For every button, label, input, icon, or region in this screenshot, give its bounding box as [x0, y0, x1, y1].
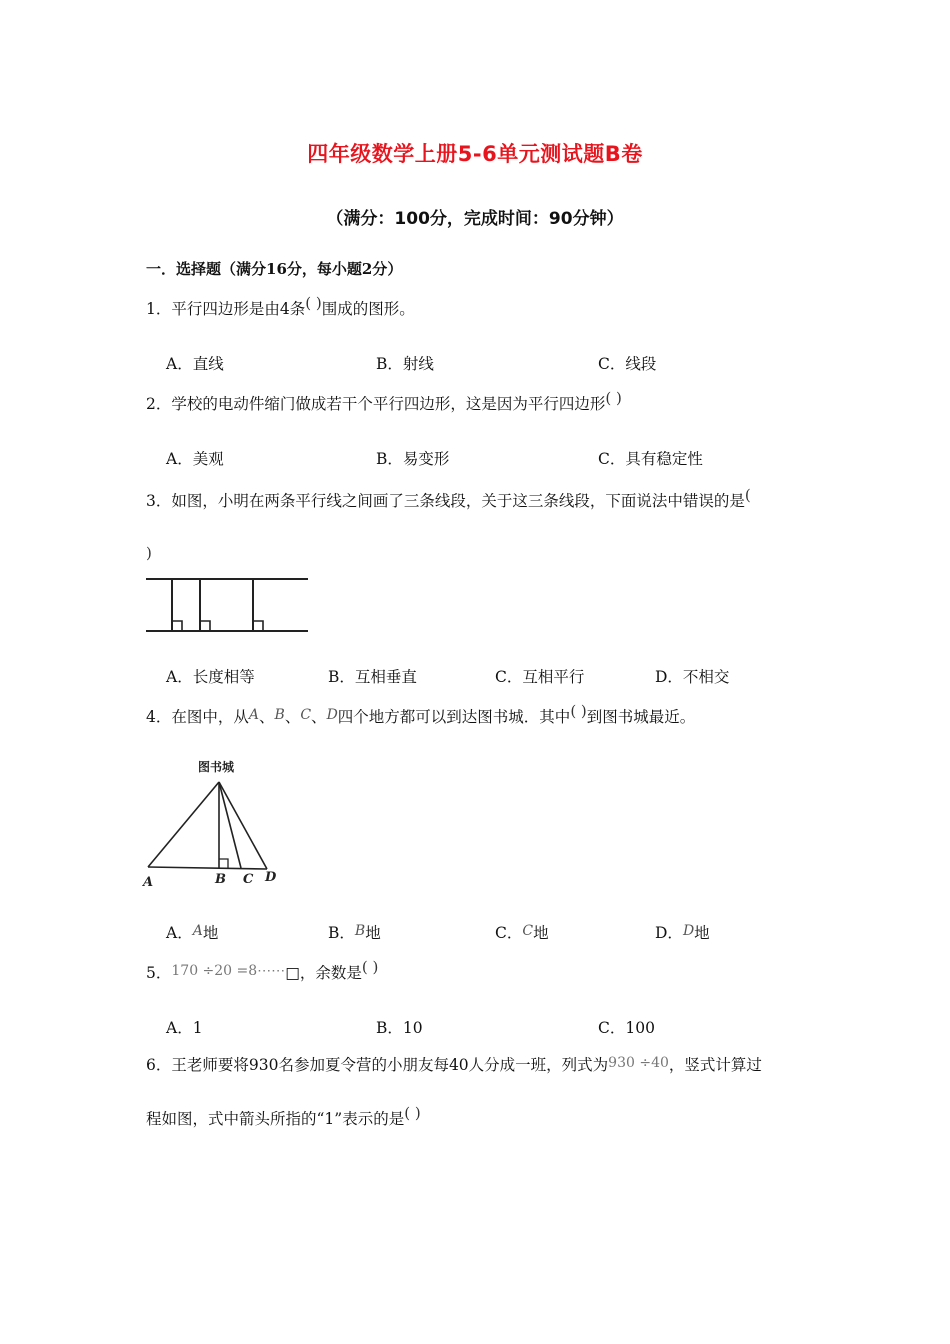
option-a: A．A地 — [166, 923, 219, 942]
option-c: C．具有稳定性 — [598, 450, 703, 468]
answer-blank-close: ) — [146, 544, 152, 562]
option-d: D．D地 — [655, 923, 710, 942]
option-a: A．直线 — [166, 355, 224, 373]
option-b: B．B地 — [328, 923, 381, 942]
question-1-text: 1．平行四边形是由4条 — [146, 300, 306, 318]
answer-blank: ( ) — [605, 389, 622, 407]
question-4-text-end: 到图书城最近。 — [586, 708, 696, 726]
answer-blank: ( ) — [404, 1104, 421, 1122]
answer-blank: ( ) — [570, 702, 587, 720]
option-a: A．1 — [166, 1019, 203, 1037]
division-expression: 170 ÷20 =8⋯⋯ — [171, 963, 286, 979]
division-expression: 930 ÷40 — [608, 1055, 669, 1071]
question-5-text-end: ，余数是 — [299, 964, 362, 982]
point-label-a: A — [143, 875, 154, 890]
page-title: 四年级数学上册5-6单元测试题B卷 — [307, 142, 643, 166]
option-c: C．C地 — [495, 923, 549, 942]
parallel-lines-figure — [144, 574, 310, 638]
option-c: C．互相平行 — [495, 668, 585, 686]
question-4 — [146, 702, 696, 727]
question-6-line-2 — [146, 1104, 421, 1129]
question-3 — [146, 486, 751, 511]
option-a: A．长度相等 — [166, 668, 255, 686]
question-6-line-1 — [146, 1053, 762, 1075]
question-5-text: 5． — [146, 964, 172, 982]
var-b: B — [354, 923, 366, 939]
point-label-c: C — [243, 872, 254, 887]
option-c: C．线段 — [598, 355, 657, 373]
separator: 、 — [284, 708, 301, 726]
option-c: C．100 — [598, 1019, 655, 1037]
figure-label-library: 图书城 — [198, 760, 235, 774]
question-2 — [146, 389, 622, 414]
question-1-text-end: 围成的图形。 — [321, 300, 415, 318]
question-4-text: 4．在图中，从 — [146, 708, 249, 726]
question-6-text: 6．王老师要将930名参加夏令营的小朋友每40人分成一班，列式为 — [146, 1056, 609, 1074]
var-c: C — [522, 923, 534, 939]
var-c: C — [300, 707, 312, 723]
question-1 — [146, 294, 415, 319]
var-b: B — [274, 707, 285, 723]
option-a: A．美观 — [166, 450, 224, 468]
var-d: D — [682, 923, 695, 939]
box-symbol: □ — [285, 964, 300, 982]
point-label-b: B — [215, 872, 226, 887]
question-4-text-mid: 四个地方都可以到达图书城．其中 — [337, 708, 571, 726]
question-6-text-cont: ，竖式计算过 — [668, 1056, 762, 1074]
question-2-text: 2．学校的电动件缩门做成若干个平行四边形，这是因为平行四边形 — [146, 395, 606, 413]
answer-blank: ( ) — [305, 294, 322, 312]
answer-blank-open: ( — [744, 486, 751, 504]
var-a: A — [192, 923, 203, 939]
library-triangle-figure — [140, 755, 280, 890]
point-label-d: D — [265, 870, 277, 885]
separator: 、 — [259, 708, 275, 726]
option-d: D．不相交 — [655, 668, 730, 686]
question-6-text-end: 程如图，式中箭头所指的“1”表示的是 — [146, 1110, 405, 1128]
section-heading: 一．选择题（满分16分，每小题2分） — [146, 260, 403, 278]
question-3-text: 3．如图，小明在两条平行线之间画了三条线段，关于这三条线段，下面说法中错误的是 — [146, 492, 745, 510]
separator: 、 — [311, 708, 327, 726]
question-5 — [146, 958, 379, 983]
answer-blank: ( ) — [361, 958, 379, 976]
option-b: B．易变形 — [376, 450, 450, 468]
var-d: D — [326, 707, 338, 723]
option-b: B．射线 — [376, 355, 434, 373]
var-a: A — [248, 707, 259, 723]
option-b: B．10 — [376, 1019, 423, 1037]
page-subtitle: （满分：100分，完成时间：90分钟） — [326, 209, 624, 229]
option-b: B．互相垂直 — [328, 668, 417, 686]
